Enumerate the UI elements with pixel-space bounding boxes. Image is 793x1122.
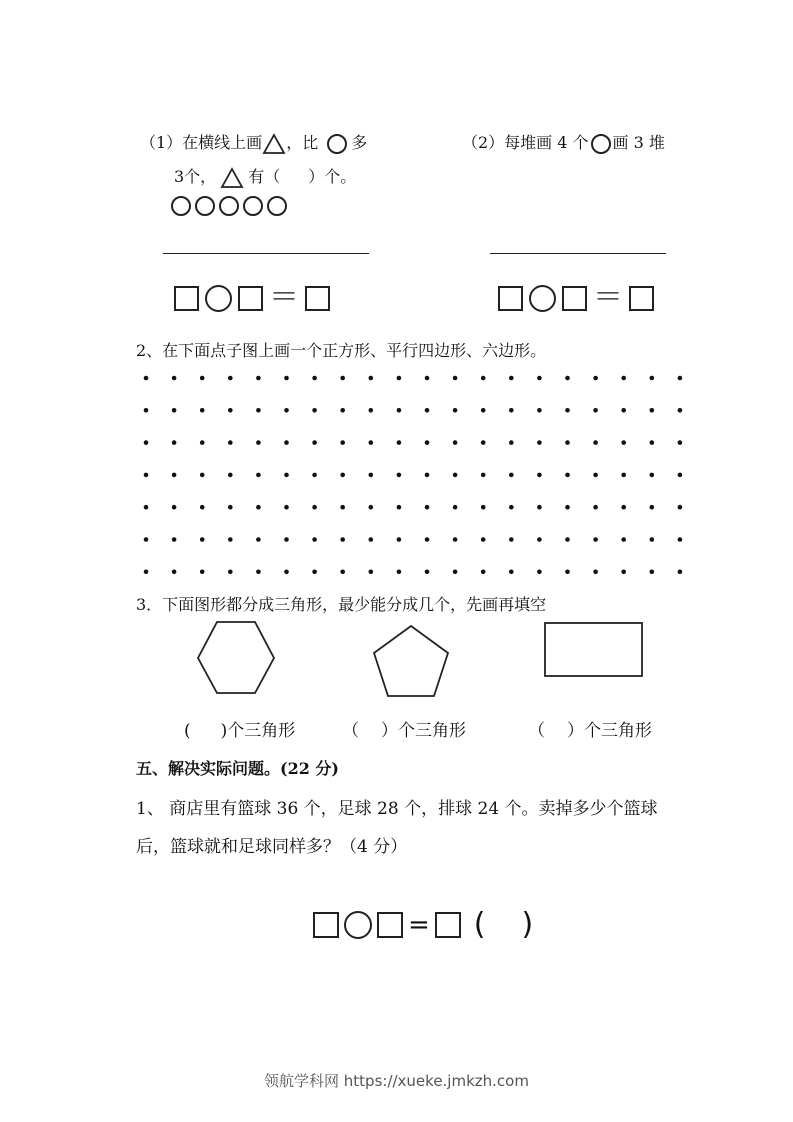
grid-dot[interactable]: [312, 376, 317, 381]
grid-dot[interactable]: [621, 408, 626, 413]
grid-dot[interactable]: [537, 376, 542, 381]
answer-open-paren: (: [184, 721, 191, 741]
grid-dot[interactable]: [678, 505, 683, 510]
q1-part1-text-e: 有（: [248, 167, 281, 186]
grid-dot[interactable]: [481, 473, 486, 478]
grid-dot[interactable]: [537, 537, 542, 542]
circle-icon: [219, 196, 239, 216]
grid-dot[interactable]: [369, 376, 374, 381]
grid-dot[interactable]: [425, 440, 430, 445]
grid-dot[interactable]: [397, 408, 402, 413]
grid-dot[interactable]: [453, 537, 458, 542]
grid-dot[interactable]: [144, 570, 149, 575]
grid-dot[interactable]: [650, 537, 655, 542]
footer-watermark: 领航学科网 https://xueke.jmkzh.com: [264, 1072, 529, 1090]
grid-dot[interactable]: [312, 408, 317, 413]
grid-dot[interactable]: [481, 408, 486, 413]
grid-dot[interactable]: [200, 505, 205, 510]
grid-dot[interactable]: [425, 473, 430, 478]
q2-instruction: 2、在下面点子图上画一个正方形、平行四边形、六边形。: [136, 341, 547, 360]
blank-circle[interactable]: [529, 285, 556, 312]
grid-dot[interactable]: [312, 537, 317, 542]
q1-part2-text-b: 画 3 堆: [612, 133, 665, 152]
grid-dot[interactable]: [650, 408, 655, 413]
grid-dot[interactable]: [593, 505, 598, 510]
grid-dot[interactable]: [200, 408, 205, 413]
grid-dot[interactable]: [593, 537, 598, 542]
section5-problem1-line1: 1、 商店里有篮球 36 个，足球 28 个，排球 24 个。卖掉多少个篮球: [136, 799, 658, 819]
grid-dot[interactable]: [593, 408, 598, 413]
grid-dot[interactable]: [312, 505, 317, 510]
grid-dot[interactable]: [650, 570, 655, 575]
blank-square[interactable]: [562, 286, 587, 311]
grid-dot[interactable]: [172, 505, 177, 510]
circle-icon: [195, 196, 215, 216]
grid-dot[interactable]: [397, 505, 402, 510]
grid-dot[interactable]: [256, 537, 261, 542]
grid-dot[interactable]: [228, 376, 233, 381]
grid-dot[interactable]: [565, 376, 570, 381]
grid-dot[interactable]: [678, 440, 683, 445]
grid-dot[interactable]: [621, 570, 626, 575]
grid-dot[interactable]: [200, 570, 205, 575]
grid-dot[interactable]: [284, 376, 289, 381]
q1-part2-line1: [462, 130, 665, 154]
grid-dot[interactable]: [144, 537, 149, 542]
grid-dot[interactable]: [228, 440, 233, 445]
grid-dot[interactable]: [621, 473, 626, 478]
q1-equation-right: [498, 280, 654, 315]
grid-dot[interactable]: [509, 408, 514, 413]
grid-dot[interactable]: [650, 505, 655, 510]
grid-dot[interactable]: [453, 570, 458, 575]
grid-dot[interactable]: [593, 440, 598, 445]
grid-dot[interactable]: [284, 570, 289, 575]
section5-equation: [313, 907, 534, 942]
grid-dot[interactable]: [565, 570, 570, 575]
grid-dot[interactable]: [369, 570, 374, 575]
grid-dot[interactable]: [453, 473, 458, 478]
grid-dot[interactable]: [509, 440, 514, 445]
grid-dot[interactable]: [453, 440, 458, 445]
equals-sign: =: [408, 910, 430, 940]
grid-dot[interactable]: [200, 376, 205, 381]
grid-dot[interactable]: [593, 473, 598, 478]
grid-dot[interactable]: [200, 440, 205, 445]
q1-answer-line-left: [163, 253, 369, 254]
grid-dot[interactable]: [678, 537, 683, 542]
close-paren: ): [521, 907, 534, 942]
q1-part1-text-d: 3个，: [174, 167, 217, 186]
grid-dot[interactable]: [284, 473, 289, 478]
blank-square[interactable]: [174, 286, 199, 311]
blank-circle[interactable]: [205, 285, 232, 312]
grid-dot[interactable]: [144, 408, 149, 413]
grid-dot[interactable]: [172, 440, 177, 445]
q1-part1-text-b: ，比: [286, 133, 319, 152]
grid-dot[interactable]: [144, 505, 149, 510]
grid-dot[interactable]: [481, 376, 486, 381]
grid-dot[interactable]: [200, 537, 205, 542]
grid-dot[interactable]: [172, 408, 177, 413]
grid-dot[interactable]: [284, 537, 289, 542]
grid-dot[interactable]: [340, 505, 345, 510]
grid-dot[interactable]: [593, 570, 598, 575]
grid-dot[interactable]: [650, 440, 655, 445]
answer-open-paren: （: [528, 721, 545, 741]
grid-dot[interactable]: [172, 570, 177, 575]
blank-square[interactable]: [629, 286, 654, 311]
grid-dot[interactable]: [453, 505, 458, 510]
blank-square[interactable]: [313, 912, 339, 938]
grid-dot[interactable]: [509, 570, 514, 575]
grid-dot[interactable]: [509, 537, 514, 542]
circle-icon: [591, 134, 611, 154]
grid-dot[interactable]: [481, 537, 486, 542]
grid-dot[interactable]: [200, 473, 205, 478]
grid-dot[interactable]: [593, 376, 598, 381]
blank-square[interactable]: [435, 912, 461, 938]
grid-dot[interactable]: [481, 505, 486, 510]
answer-label: ）个三角形: [567, 721, 652, 741]
grid-dot[interactable]: [340, 376, 345, 381]
grid-dot[interactable]: [678, 376, 683, 381]
grid-dot[interactable]: [397, 440, 402, 445]
q1-part1-text-c: 多: [351, 133, 368, 152]
grid-dot[interactable]: [228, 537, 233, 542]
grid-dot[interactable]: [425, 537, 430, 542]
grid-dot[interactable]: [312, 473, 317, 478]
q1-part1-text-a: （1）在横线上画: [140, 133, 263, 152]
grid-dot[interactable]: [453, 408, 458, 413]
grid-dot[interactable]: [256, 376, 261, 381]
grid-dot[interactable]: [565, 537, 570, 542]
equals-sign: ＝: [269, 280, 299, 315]
section5-problem1-line2: 后，篮球就和足球同样多？（4 分）: [136, 837, 408, 857]
grid-dot[interactable]: [678, 570, 683, 575]
grid-dot[interactable]: [565, 440, 570, 445]
circle-icon: [171, 196, 191, 216]
q3-answer-hexagon: [184, 716, 295, 741]
section5-title: 五、解决实际问题。(22 分): [136, 759, 339, 778]
grid-dot[interactable]: [256, 440, 261, 445]
circle-icon: [243, 196, 263, 216]
hexagon-shape[interactable]: [195, 620, 277, 696]
grid-dot[interactable]: [678, 408, 683, 413]
circle-icon: [267, 196, 287, 216]
grid-dot[interactable]: [340, 537, 345, 542]
grid-dot[interactable]: [369, 473, 374, 478]
grid-dot[interactable]: [537, 408, 542, 413]
grid-dot[interactable]: [537, 473, 542, 478]
grid-dot[interactable]: [565, 408, 570, 413]
blank-square[interactable]: [238, 286, 263, 311]
grid-dot[interactable]: [621, 440, 626, 445]
grid-dot[interactable]: [481, 570, 486, 575]
equals-sign: ＝: [593, 280, 623, 315]
grid-dot[interactable]: [312, 570, 317, 575]
q3-answer-pentagon: [342, 716, 466, 741]
grid-dot[interactable]: [172, 537, 177, 542]
grid-dot[interactable]: [340, 570, 345, 575]
grid-dot[interactable]: [397, 473, 402, 478]
grid-dot[interactable]: [340, 440, 345, 445]
grid-dot[interactable]: [284, 408, 289, 413]
grid-dot[interactable]: [340, 408, 345, 413]
grid-dot[interactable]: [537, 440, 542, 445]
grid-dot[interactable]: [565, 505, 570, 510]
q1-part2-text-a: （2）每堆画 4 个: [462, 133, 589, 152]
grid-dot[interactable]: [397, 537, 402, 542]
grid-dot[interactable]: [228, 473, 233, 478]
grid-dot[interactable]: [565, 473, 570, 478]
grid-dot[interactable]: [369, 537, 374, 542]
grid-dot[interactable]: [256, 570, 261, 575]
grid-dot[interactable]: [621, 505, 626, 510]
grid-dot[interactable]: [397, 376, 402, 381]
q1-circle-row: [171, 196, 287, 216]
blank-square[interactable]: [377, 912, 403, 938]
blank-circle[interactable]: [344, 911, 372, 939]
open-paren: (: [473, 907, 486, 942]
grid-dot[interactable]: [621, 537, 626, 542]
grid-dot[interactable]: [172, 376, 177, 381]
grid-dot[interactable]: [425, 505, 430, 510]
grid-dot[interactable]: [256, 473, 261, 478]
grid-dot[interactable]: [650, 473, 655, 478]
grid-dot[interactable]: [678, 473, 683, 478]
grid-dot[interactable]: [340, 473, 345, 478]
q1-part1-line2: [174, 164, 356, 189]
grid-dot[interactable]: [537, 505, 542, 510]
grid-dot[interactable]: [453, 376, 458, 381]
blank-square[interactable]: [305, 286, 330, 311]
grid-dot[interactable]: [369, 408, 374, 413]
grid-dot[interactable]: [144, 473, 149, 478]
blank-square[interactable]: [498, 286, 523, 311]
circle-icon: [327, 134, 347, 154]
grid-dot[interactable]: [481, 440, 486, 445]
grid-dot[interactable]: [509, 473, 514, 478]
q1-part1-line1: [140, 130, 367, 155]
grid-dot[interactable]: [256, 408, 261, 413]
grid-dot[interactable]: [537, 570, 542, 575]
grid-dot[interactable]: [284, 440, 289, 445]
grid-dot[interactable]: [650, 376, 655, 381]
grid-dot[interactable]: [228, 570, 233, 575]
grid-dot[interactable]: [256, 505, 261, 510]
grid-dot[interactable]: [509, 505, 514, 510]
answer-label: ）个三角形: [381, 721, 466, 741]
grid-dot[interactable]: [621, 376, 626, 381]
grid-dot[interactable]: [144, 376, 149, 381]
answer-open-paren: （: [342, 721, 359, 741]
grid-dot[interactable]: [369, 505, 374, 510]
pentagon-shape[interactable]: [371, 624, 451, 700]
q1-equation-left: [174, 280, 330, 315]
grid-dot[interactable]: [228, 408, 233, 413]
q1-part1-text-f: ）个。: [308, 167, 357, 186]
grid-dot[interactable]: [312, 440, 317, 445]
rectangle-shape[interactable]: [543, 621, 645, 679]
grid-dot[interactable]: [144, 440, 149, 445]
grid-dot[interactable]: [425, 376, 430, 381]
grid-dot[interactable]: [425, 570, 430, 575]
grid-dot[interactable]: [509, 376, 514, 381]
answer-label: )个三角形: [220, 721, 296, 741]
grid-dot[interactable]: [228, 505, 233, 510]
q3-answer-rectangle: [528, 716, 652, 741]
triangle-icon: [220, 167, 244, 189]
grid-dot[interactable]: [425, 408, 430, 413]
q3-instruction: 3．下面图形都分成三角形，最少能分成几个，先画再填空: [136, 595, 547, 614]
dot-grid[interactable]: [140, 370, 686, 576]
grid-dot[interactable]: [397, 570, 402, 575]
grid-dot[interactable]: [284, 505, 289, 510]
q1-answer-line-right: [490, 253, 666, 254]
grid-dot[interactable]: [369, 440, 374, 445]
triangle-icon: [262, 133, 286, 155]
grid-dot[interactable]: [172, 473, 177, 478]
